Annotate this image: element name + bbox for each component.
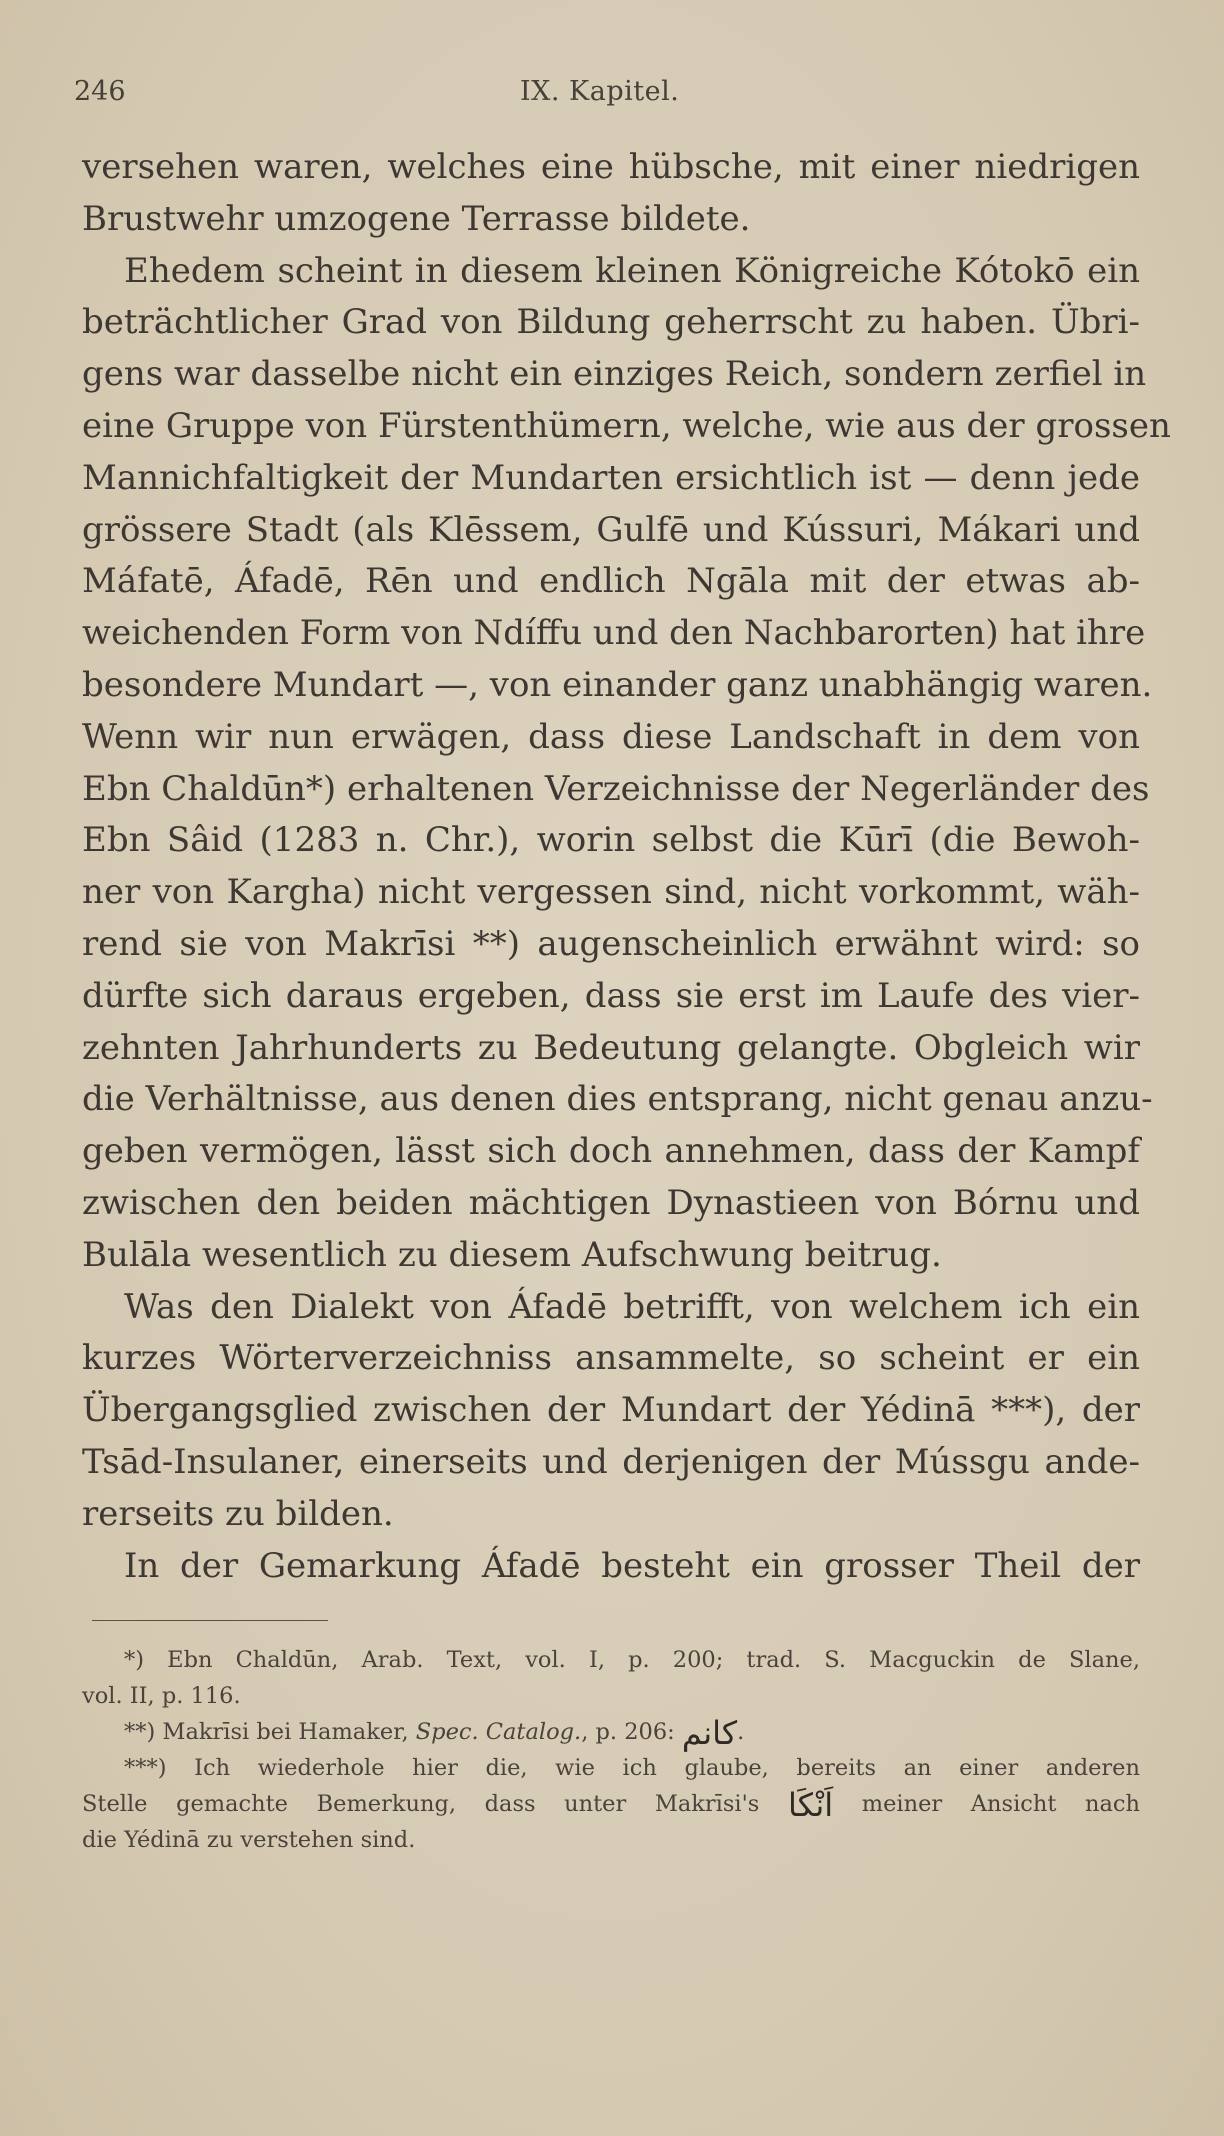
arabic-word: اَنْكَا	[787, 1786, 834, 1824]
text-line: ner von Kargha) nicht vergessen sind, nicht vorkommt, wäh-	[82, 872, 1140, 913]
text-line: besondere Mundart —, von einander ganz unabhängig waren.	[82, 664, 1153, 705]
page-number: 246	[74, 76, 126, 107]
main-text	[82, 142, 1171, 1592]
text-line: Máfatē, Áfadē, Rēn und endlich Ngāla mit der etwas ab-	[82, 561, 1140, 602]
text-line: grössere Stadt (als Klēssem, Gulfē und Kússuri, Mákari und	[82, 509, 1140, 550]
text-line: gens war dasselbe nicht ein einziges Reich, sondern zerfiel in	[82, 354, 1147, 395]
text-line: rend sie von Makrīsi **) augenscheinlich erwähnt wird: so	[82, 923, 1140, 964]
text-line: weichenden Form von Ndíffu und den Nachbarorten) hat ihre	[82, 613, 1146, 654]
footnote-2-text: **) Makrīsi bei Hamaker,	[124, 1719, 416, 1745]
footnote-1-continuation: vol. II, p. 116.	[82, 1683, 241, 1709]
text-line: Übergangsglied zwischen der Mundart der Yédinā ***), der	[82, 1390, 1140, 1431]
text-line: Wenn wir nun erwägen, dass diese Landschaft in dem von	[82, 716, 1140, 757]
paragraph-start-line: Ehedem scheint in diesem kleinen Königreiche Kótokō ein	[124, 250, 1140, 291]
footnote-3: ***) Ich wiederhole hier die, wie ich glaube, bereits an einer anderen	[124, 1755, 1140, 1781]
text-line: Brustwehr umzogene Terrasse bildete.	[82, 198, 751, 239]
text-line: eine Gruppe von Fürstenthümern, welche, wie aus der grossen	[82, 405, 1171, 446]
text-line: geben vermögen, lässt sich doch annehmen, dass der Kampf	[82, 1131, 1140, 1172]
footnote-3-text: Stelle gemachte Bemerkung, dass unter Makrīsi's	[82, 1791, 760, 1817]
text-line: Ebn Chaldūn*) erhaltenen Verzeichnisse der Negerländer des	[82, 768, 1150, 809]
text-line: dürfte sich daraus ergeben, dass sie erst im Laufe des vier-	[82, 975, 1140, 1016]
text-line: Bulāla wesentlich zu diesem Aufschwung beitrug.	[82, 1234, 942, 1275]
text-line: versehen waren, welches eine hübsche, mit einer niedrigen	[82, 147, 1140, 187]
footnote-3-end: die Yédinā zu verstehen sind.	[82, 1827, 416, 1853]
arabic-word: كانم	[681, 1714, 738, 1752]
footnotes	[82, 1642, 1140, 1858]
chapter-title: IX. Kapitel.	[520, 76, 680, 107]
running-header	[74, 70, 1140, 110]
footnote-3-text-end: meiner Ansicht nach	[861, 1791, 1141, 1817]
footnote-separator	[92, 1620, 328, 1621]
paragraph-start-line: Was den Dialekt von Áfadē betrifft, von welchem ich ein	[124, 1286, 1140, 1327]
text-line: beträchtlicher Grad von Bildung geherrscht zu haben. Übri-	[82, 302, 1140, 343]
paragraph-start-line: In der Gemarkung Áfadē besteht ein grosser Theil der	[124, 1545, 1140, 1586]
text-line: rerseits zu bilden.	[82, 1493, 394, 1534]
footnote-2: **) Makrīsi bei Hamaker, Spec. Catalog., p. 206: كانم.	[124, 1714, 745, 1752]
text-line: kurzes Wörterverzeichniss ansammelte, so scheint er ein	[82, 1338, 1140, 1379]
footnote-3-continuation	[82, 1786, 1140, 1822]
text-line: Ebn Sâid (1283 n. Chr.), worin selbst die Kūrī (die Bewoh-	[82, 820, 1140, 861]
text-line: die Verhältnisse, aus denen dies entsprang, nicht genau anzu-	[82, 1079, 1153, 1120]
footnote-2-source: Spec. Catalog.	[415, 1719, 582, 1745]
text-line: Mannichfaltigkeit der Mundarten ersichtlich ist — denn jede	[82, 457, 1140, 498]
footnote-2-page: , p. 206:	[581, 1719, 675, 1745]
footnote-1: *) Ebn Chaldūn, Arab. Text, vol. I, p. 200; trad. S. Macguckin de Slane,	[124, 1647, 1140, 1673]
text-line: zehnten Jahrhunderts zu Bedeutung gelangte. Obgleich wir	[82, 1027, 1140, 1068]
text-line: zwischen den beiden mächtigen Dynastieen von Bórnu und	[82, 1182, 1140, 1223]
text-line: Tsād-Insulaner, einerseits und derjenigen der Mússgu ande-	[82, 1441, 1140, 1482]
